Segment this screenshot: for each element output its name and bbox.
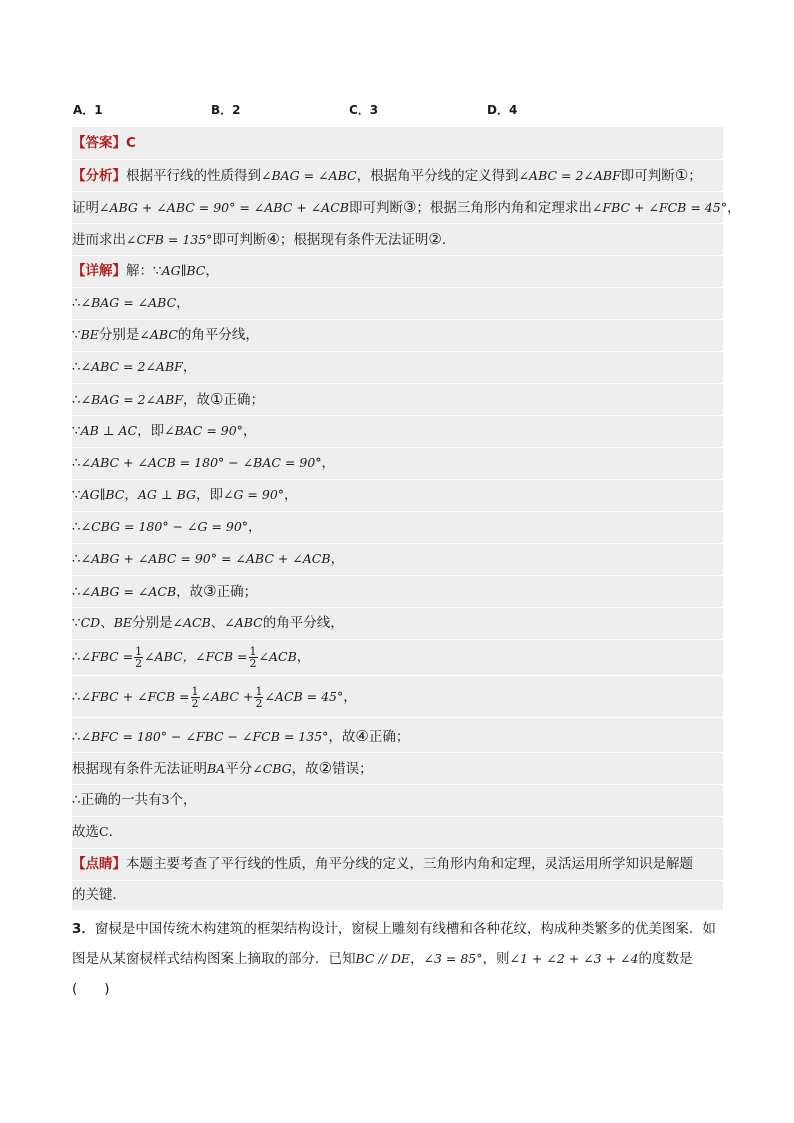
text: 正确； bbox=[368, 729, 410, 745]
detail-line-10 bbox=[72, 543, 723, 576]
text: 证明 bbox=[72, 200, 99, 216]
text: 分别是 bbox=[98, 327, 140, 343]
math: ∠BAG = ∠ABC bbox=[80, 295, 177, 310]
math: ∠ABC bbox=[224, 615, 263, 630]
text: ∴ bbox=[72, 584, 81, 600]
text: ∴ bbox=[72, 392, 81, 408]
text: ； bbox=[688, 168, 702, 184]
circled-number: ③ bbox=[402, 198, 417, 216]
text: ， bbox=[321, 455, 336, 471]
text: ， bbox=[242, 423, 257, 439]
math: ∠ABG = ∠ACB bbox=[80, 584, 177, 599]
text: ∴ bbox=[72, 519, 81, 535]
detail-tag: 【详解】 bbox=[72, 263, 126, 279]
math: ∠FBC = bbox=[80, 649, 134, 664]
math: ∠ACB bbox=[172, 615, 211, 630]
text: 的角平分线， bbox=[177, 327, 259, 343]
text: ， bbox=[124, 487, 138, 503]
comment-tag: 【点睛】 bbox=[72, 856, 126, 872]
math: ∠CFB = 135° bbox=[126, 232, 213, 247]
text: ∴ bbox=[72, 729, 81, 745]
math: ∠ABG + ∠ABC = 90° = ∠ABC + ∠ACB bbox=[80, 551, 331, 566]
circled-number: ④ bbox=[355, 727, 369, 745]
math: ∠FBC + ∠FCB = 45° bbox=[591, 200, 727, 215]
fraction bbox=[134, 646, 143, 669]
text: ，故 bbox=[176, 584, 204, 600]
math: BE bbox=[80, 327, 99, 342]
math: ∠FBC + ∠FCB = bbox=[80, 689, 190, 704]
text: ，根据角平分线的定义得到 bbox=[356, 168, 519, 184]
detail-line-2 bbox=[72, 287, 723, 320]
math: ∠ABC = 2∠ABF bbox=[80, 359, 183, 374]
text: ∵ bbox=[72, 615, 81, 631]
text: 正确； bbox=[223, 392, 264, 408]
text: ， bbox=[205, 263, 219, 279]
answer-choices bbox=[73, 101, 723, 121]
text: ，故 bbox=[328, 729, 356, 745]
text: ，故 bbox=[291, 761, 319, 777]
text: ；根据三角形内角和定理求出 bbox=[416, 200, 592, 216]
comment-line-1 bbox=[72, 848, 723, 881]
text: ，即 bbox=[137, 423, 165, 439]
text: 即可判断 bbox=[212, 232, 267, 248]
analysis-line-2 bbox=[72, 191, 741, 224]
detail-line-17 bbox=[72, 784, 723, 817]
detail-line-15 bbox=[72, 720, 723, 753]
numerator: 1 bbox=[191, 684, 199, 698]
detail-line-12 bbox=[72, 607, 723, 640]
math: AG∥BC bbox=[80, 487, 125, 502]
math: ∠1 + ∠2 + ∠3 + ∠4 bbox=[509, 951, 639, 966]
text: ∵ bbox=[72, 327, 81, 343]
math: ∠CBG = 180° − ∠G = 90° bbox=[80, 519, 249, 534]
math: ∠3 = 85° bbox=[423, 951, 483, 966]
text: 图是从某窗棂样式结构图案上摘取的部分．已知 bbox=[72, 951, 356, 967]
text: ， bbox=[330, 551, 345, 567]
text: ；根据现有条件无法证明 bbox=[279, 232, 429, 248]
denominator: 2 bbox=[191, 696, 199, 710]
detail-line-18 bbox=[72, 816, 723, 849]
math: ∠G = 90° bbox=[223, 487, 285, 502]
text: 窗棂是中国传统木构建筑的框架结构设计，窗棂上雕刻有线槽和各种花纹，构成种类繁多的优美图案．如 bbox=[94, 921, 716, 937]
text: 根据现有条件无法证明 bbox=[72, 761, 207, 777]
count-value: 3 bbox=[161, 792, 170, 807]
detail-line-3 bbox=[72, 319, 723, 352]
answer-tag: 【答案】 bbox=[72, 135, 126, 151]
math: ∠ABC bbox=[139, 327, 178, 342]
analysis-tag: 【分析】 bbox=[72, 168, 126, 184]
math: BE bbox=[113, 615, 132, 630]
text: ，故 bbox=[183, 392, 210, 408]
math: ∠ABG + ∠ABC = 90° = ∠ABC + ∠ACB bbox=[99, 200, 349, 215]
comment-line-2 bbox=[72, 880, 723, 910]
text: 进而求出 bbox=[72, 232, 126, 248]
analysis-line-1 bbox=[72, 159, 723, 192]
circled-number: ① bbox=[674, 166, 689, 184]
math: ∠BAC = 90° bbox=[164, 423, 243, 438]
text: ， bbox=[284, 487, 298, 503]
text: ∵ bbox=[72, 423, 81, 439]
text: 解：∵ bbox=[126, 263, 162, 279]
text: ∴ bbox=[72, 649, 81, 665]
choice-value: C bbox=[99, 824, 109, 839]
denominator: 2 bbox=[249, 656, 257, 670]
fraction bbox=[249, 646, 258, 669]
text: ， bbox=[248, 519, 262, 535]
math: ∠BAG = 2∠ABF bbox=[80, 392, 183, 407]
math: ∠CBG bbox=[252, 761, 292, 776]
text: ∴ bbox=[72, 551, 81, 567]
detail-line-9 bbox=[72, 511, 723, 544]
math: ∠BFC = 180° − ∠FBC − ∠FCB = 135° bbox=[80, 729, 329, 744]
text: ∴正确的一共有 bbox=[72, 792, 162, 808]
choice-a: A．1 bbox=[73, 103, 103, 117]
text: ，则 bbox=[482, 951, 510, 967]
detail-line-4 bbox=[72, 351, 723, 384]
text: 即可判断 bbox=[620, 168, 675, 184]
numerator: 1 bbox=[135, 644, 143, 658]
math: ∠ABC + bbox=[200, 689, 254, 704]
circled-number: ④ bbox=[266, 230, 280, 248]
answer-value: C bbox=[126, 135, 136, 151]
text: ， bbox=[296, 649, 311, 665]
denominator: 2 bbox=[135, 656, 143, 670]
text: 的角平分线， bbox=[262, 615, 344, 631]
choice-c: C．3 bbox=[349, 103, 379, 117]
detail-line-16 bbox=[72, 752, 723, 785]
math: ∠ABC + ∠ACB = 180° − ∠BAC = 90° bbox=[80, 455, 322, 470]
detail-line-7 bbox=[72, 447, 723, 480]
question-3-line-1 bbox=[72, 914, 723, 944]
analysis-line-3 bbox=[72, 223, 723, 256]
math: BA bbox=[207, 761, 226, 776]
text: 分别是 bbox=[132, 615, 173, 631]
circled-number: ② bbox=[318, 759, 333, 777]
detail-line-14 bbox=[72, 677, 723, 718]
text: ∴ bbox=[72, 295, 81, 311]
question-number: 3． bbox=[72, 921, 95, 937]
text: 正确； bbox=[216, 584, 258, 600]
detail-line-8 bbox=[72, 479, 723, 512]
math: AB ⊥ AC bbox=[80, 423, 138, 438]
math: AG∥BC bbox=[161, 263, 206, 278]
text: ∵ bbox=[72, 487, 81, 503]
text: ， bbox=[343, 689, 357, 705]
text: ， bbox=[410, 951, 424, 967]
text: ，即 bbox=[196, 487, 223, 503]
math: AG ⊥ BG bbox=[137, 487, 196, 502]
math: BC // DE bbox=[355, 951, 410, 966]
denominator: 2 bbox=[255, 696, 263, 710]
text: 本题主要考查了平行线的性质，角平分线的定义，三角形内角和定理，灵活运用所学知识是解题 bbox=[126, 856, 693, 872]
circled-number: ② bbox=[428, 230, 442, 248]
detail-line-11 bbox=[72, 575, 723, 608]
text: 个， bbox=[169, 792, 197, 808]
choice-d: D．4 bbox=[487, 103, 518, 117]
detail-line-5 bbox=[72, 383, 723, 416]
fraction bbox=[254, 686, 263, 709]
detail-line-1 bbox=[72, 255, 723, 288]
text: 的度数是( bbox=[72, 951, 693, 997]
math: CD bbox=[80, 615, 101, 630]
math: ∠ACB bbox=[258, 649, 297, 664]
text: ， bbox=[176, 295, 190, 311]
text: ． bbox=[441, 232, 456, 248]
text: ． bbox=[108, 824, 123, 840]
detail-line-6 bbox=[72, 415, 723, 448]
detail-line-13 bbox=[72, 639, 723, 676]
text: ， bbox=[726, 200, 741, 216]
numerator: 1 bbox=[255, 684, 263, 698]
answer-line bbox=[72, 127, 723, 160]
text: 的关键． bbox=[72, 887, 126, 903]
text: ∴ bbox=[72, 455, 81, 471]
text: 即可判断 bbox=[348, 200, 403, 216]
answer-blank: ) bbox=[77, 981, 110, 997]
choice-b: B．2 bbox=[211, 103, 241, 117]
text: 、 bbox=[100, 615, 114, 631]
circled-number: ① bbox=[210, 390, 224, 408]
text: ∴ bbox=[72, 359, 81, 375]
text: ， bbox=[182, 359, 197, 375]
circled-number: ③ bbox=[203, 582, 217, 600]
math: ∠ABC，∠FCB = bbox=[144, 649, 248, 664]
math: ∠ACB = 45° bbox=[264, 689, 344, 704]
text: 平分 bbox=[225, 761, 253, 777]
text: ∴ bbox=[72, 689, 81, 705]
question-3-line-2 bbox=[72, 944, 723, 1004]
text: 、 bbox=[210, 615, 225, 631]
numerator: 1 bbox=[249, 644, 257, 658]
math: ∠ABC = 2∠ABF bbox=[518, 168, 621, 183]
text: 故选 bbox=[72, 824, 99, 840]
math: ∠BAG = ∠ABC bbox=[261, 168, 357, 183]
text: 错误； bbox=[332, 761, 373, 777]
text: 根据平行线的性质得到 bbox=[126, 168, 261, 184]
fraction bbox=[191, 686, 200, 709]
